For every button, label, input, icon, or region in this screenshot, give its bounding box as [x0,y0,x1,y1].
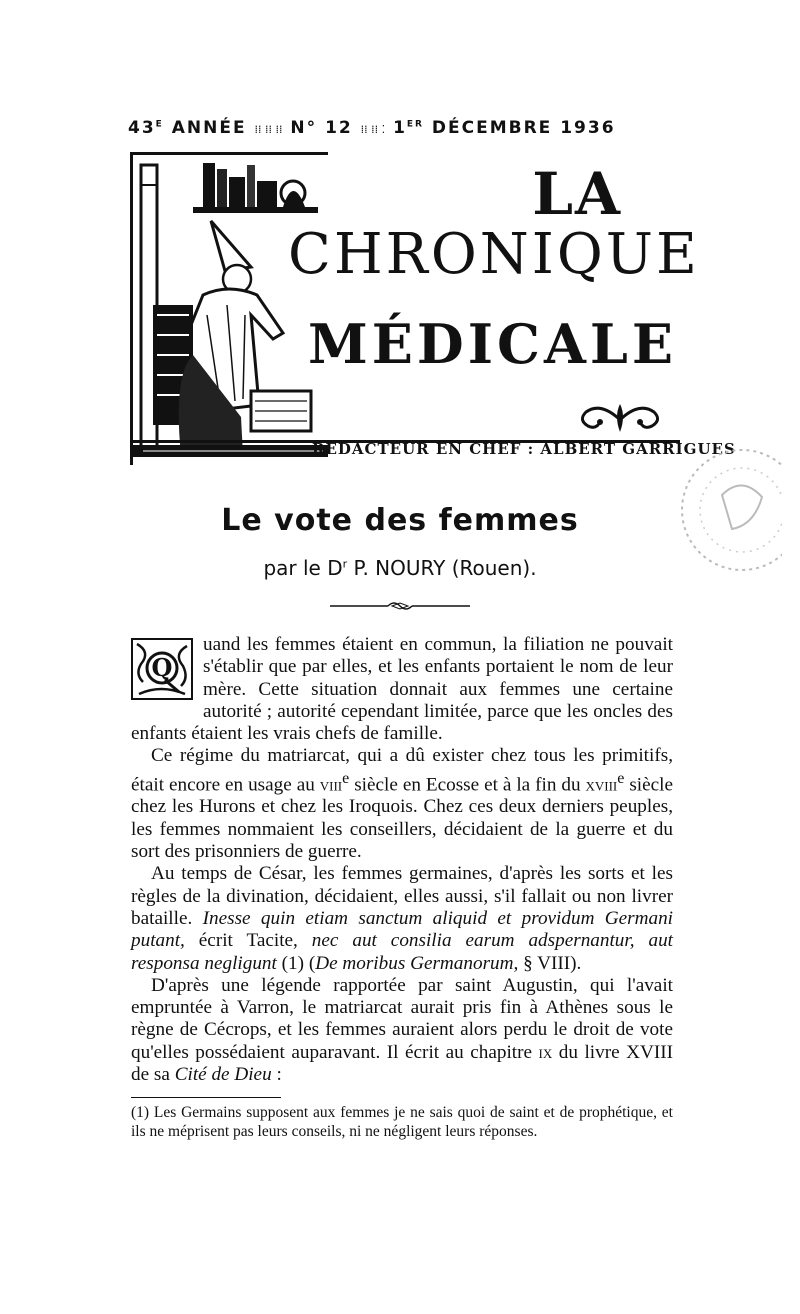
separator-dots-icon: ⁞⁞ ⁞⁞ ⁞⁞ [254,123,283,136]
paragraph-1-text: uand les femmes étaient en commun, la filiation ne pouvait s'établir que par elles, et les enfants portaient le nom de leur mère. Cette situation donnait aux femmes une certaine autorité ; autorité cependant limitée, parce que les oncles des enfants étaient les vrais chefs de famille. [131,634,673,745]
issue-day: 1 [393,118,407,138]
issue-year: 43 [128,118,156,138]
article-byline [0,556,800,580]
issue-year-word: ANNÉE [171,118,247,138]
masthead [130,152,736,468]
latin-quote: nec aut consilia earum adspernantur, aut responsa negligunt [131,930,673,974]
footnote-rule [131,1097,281,1098]
issue-header [128,118,688,138]
dropcap-letter: Q [151,653,173,682]
paragraph-2-text-a: Ce régime du matriarcat, qui a dû exister chez tous les primitifs, était encore en usage au [131,745,673,796]
roman-numeral: viii [319,774,343,796]
roman-numeral: xviii [585,774,618,796]
paragraph-3 [131,863,673,974]
paragraph-4-text-b: du livre XVIII de sa [131,1041,673,1086]
byline-author: P. NOURY (Rouen). [353,556,537,580]
masthead-title [280,160,700,420]
masthead-word-chronique: CHRONIQUE [288,222,700,287]
paragraph-4-text-c: : [271,1064,282,1086]
work-title: De moribus Germanorum, [315,952,519,974]
paragraph-2-text-b: siècle en Ecosse et à la fin du [349,774,586,796]
masthead-editor: RÉDACTEUR EN CHEF : ALBERT GARRIGUES [312,440,736,458]
byline-prefix: par le D [263,556,343,580]
work-title: Cité de Dieu [174,1064,272,1086]
paragraph-2 [131,745,673,863]
latin-quote: Inesse quin etiam sanctum aliquid et providum Germani putant, [131,907,674,952]
separator-dots-icon: ⁞⁞ ⁞⁞ ⁚ [360,123,386,136]
roman-numeral: ix [538,1041,553,1063]
paragraph-3-text-a: Au temps de César, les femmes germaines, d'après les sorts et les règles de la divination, décidaient, elles aussi, s'il fallait ou non livrer bataille. [131,863,673,929]
paragraph-2-text-c: siècle chez les Hurons et chez les Iroquois. Chez ces deux derniers peuples, les femmes nommaient les conseillers, décidaient de la guerre et du sort des prisonniers de guerre. [131,774,673,863]
paragraph-4-text-a: D'après une légende rapportée par saint Augustin, qui l'avait empruntée à Varron, le matriarcat aurait pris fin à Athènes sous le règne de Cécrops, et les femmes auraient alors perdu le droit de vote qu'elles possédaient auparavant. Il écrit au chapitre [131,974,673,1063]
paragraph-3-text-b: écrit Tacite, [184,930,312,952]
paragraph-4 [131,975,673,1086]
footnote: (1) Les Germains supposent aux femmes je ne sais quoi de saint et de prophétique, et ils ne méprisent pas leurs conseils, ni ne négligent leurs réponses. [131,1104,673,1140]
byline-sup: r [342,557,348,571]
ordinal-sup: e [617,769,625,787]
paragraph-3-text-c: (1) ( [276,952,316,974]
article-body [131,634,673,1086]
dropcap-q-icon [131,638,193,700]
masthead-la: LA [532,160,622,228]
floral-ornament-icon [570,398,670,438]
divider-ornament-icon [330,600,470,612]
issue-year-sup: E [155,119,164,130]
paragraph-1 [131,634,673,745]
ordinal-sup: e [342,769,350,787]
masthead-word-medicale: MÉDICALE [308,312,678,376]
paragraph-3-text-d: § VIII). [518,952,582,974]
issue-day-sup: ER [406,119,424,130]
article-title: Le vote des femmes [221,503,579,538]
issue-date: DÉCEMBRE 1936 [431,118,616,138]
issue-number: N° 12 [290,118,353,138]
